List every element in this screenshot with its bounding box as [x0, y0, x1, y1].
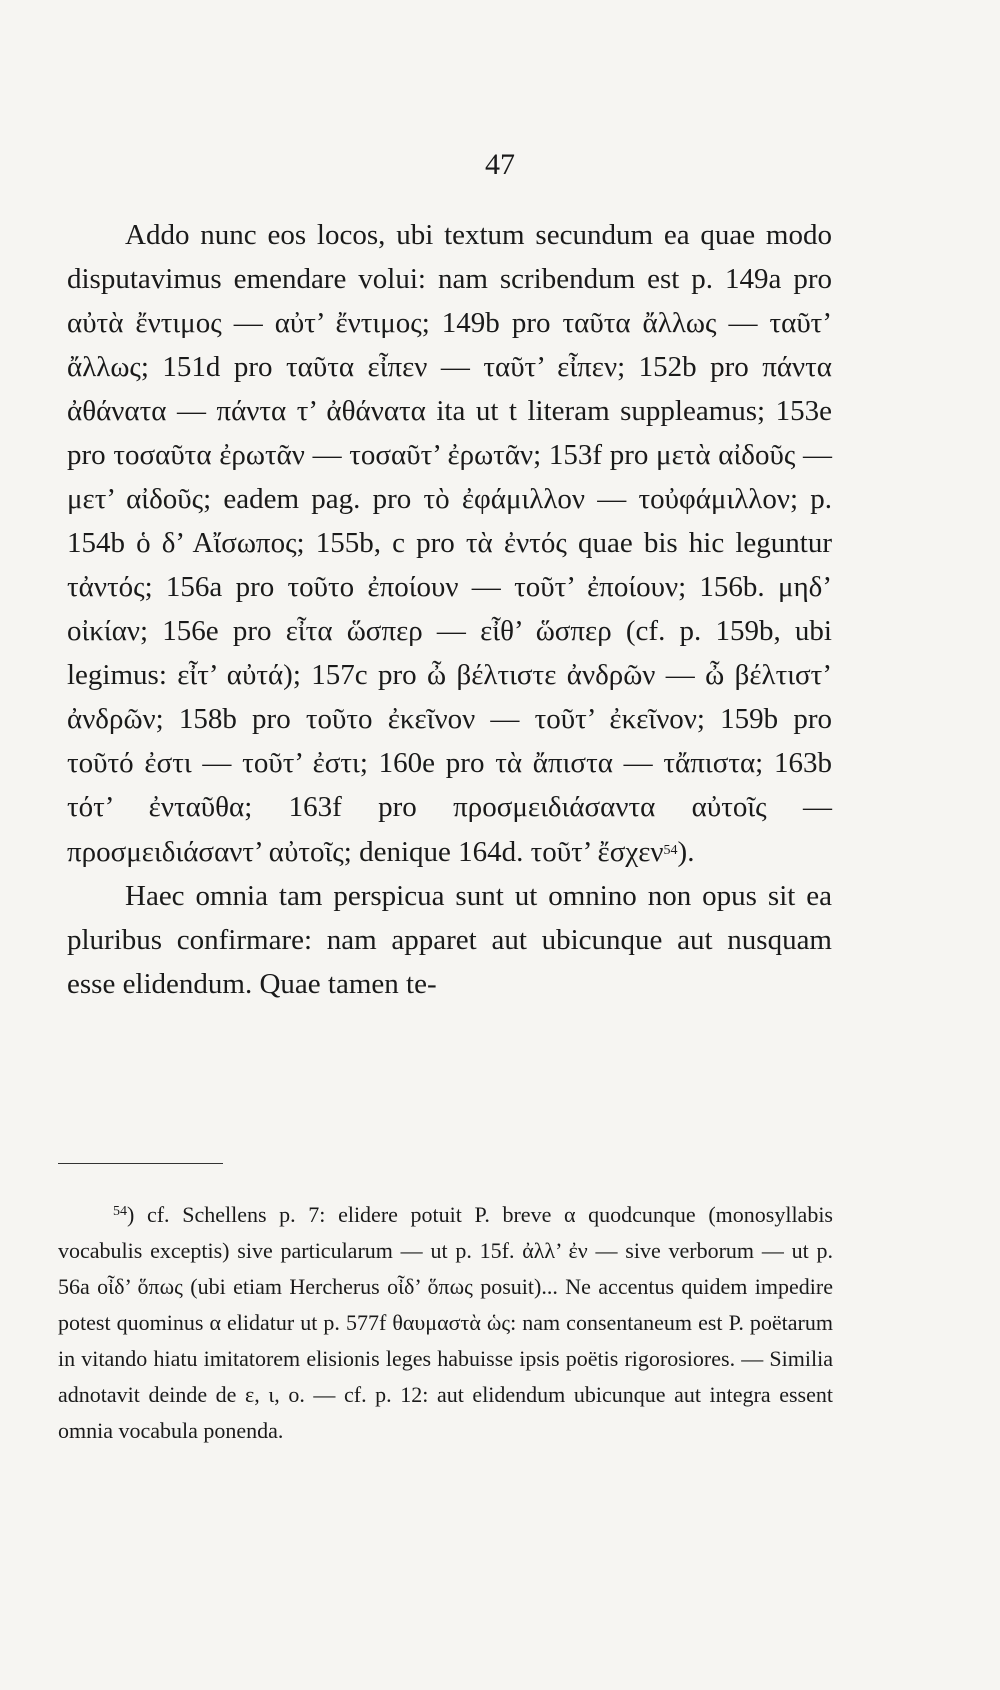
paragraph: Haec omnia tam perspicua sunt ut omnino non opus sit ea pluribus confirmare: nam apparet aut ubicunque aut nusquam esse elidendum. Quae tamen te- — [67, 880, 832, 1000]
paragraph-text: Addo nunc eos locos, ubi textum secundum ea quae modo disputavimus emendare volui: nam scribendum est p. 149a pro αὐτὰ ἔντιμος — αὐτ’ ἔντιμος; 149b pro ταῦτα ἄλλως — ταῦτ’ ἄλλως; 151d pro ταῦτα εἶπεν — ταῦτ’ εἶπεν; 152b pro πάντα ἀθάνατα — πάντα τ’ ἀθάνατα ita ut t literam suppleamus; 153e pro τοσαῦτα ἐρωτᾶν — τοσαῦτ’ ἐρωτᾶν; 153f pro μετὰ αἰδοῦς — μετ’ αἰδοῦς; eadem pag. pro τὸ ἐφάμιλλον — τοὐφάμιλλον; p. 154b ὁ δ’ Αἴσωπος; 155b, c pro τὰ ἐντός quae bis hic leguntur τἀντός; 156a pro τοῦτο ἐποίουν — τοῦτ’ ἐποίουν; 156b. μηδ’ οἰκίαν; 156e pro εἶτα ὥσπερ — εἶθ’ ὥσπερ (cf. p. 159b, ubi legimus: εἶτ’ αὐτά); 157c pro ὦ βέλτιστε ἀνδρῶν — ὦ βέλτιστ’ ἀνδρῶν; 158b pro τοῦτο ἐκεῖνον — τοῦτ’ ἐκεῖνον; 159b pro τοῦτό ἐστι — τοῦτ’ ἐστι; 160e pro τὰ ἄπιστα — τἄπιστα; 163b τότ’ ἐνταῦθα; 163f pro προσμειδιάσαντα αὐτοῖς — προσμειδιάσαντ’ αὐτοῖς; denique 164d. τοῦτ’ ἔσχεν — [67, 219, 832, 868]
paragraph-end: ). — [677, 836, 695, 868]
footnote — [58, 1194, 833, 1449]
footnote-divider — [58, 1163, 223, 1164]
paragraph — [67, 213, 832, 874]
footnote-paragraph — [58, 1194, 833, 1449]
footnote-reference: 54 — [663, 843, 678, 858]
footnote-marker: 54 — [113, 1204, 127, 1219]
footnote-text: ) cf. Schellens p. 7: elidere potuit P. breve α quodcunque (monosyllabis vocabulis exceptis) sive particularum — ut p. 15f. ἀλλ’ ἐν — sive verborum — ut p. 56a οἶδ’ ὅπως (ubi etiam Hercherus οἶδ’ ὅπως posuit)... Ne accentus quidem impedire potest quominus α elidatur ut p. 577f θαυμαστὰ ὡς: nam consentaneum est P. poëtarum in vitando hiatu imitatorem elisionis leges habuisse ipsis poëtis rigorosiores. — Similia adnotavit deinde de ε, ι, ο. — cf. p. 12: aut elidendum ubicunque aut integra essent omnia vocabula ponenda. — [58, 1202, 833, 1443]
page-number: 47 — [485, 148, 515, 181]
body-text — [67, 213, 832, 1006]
